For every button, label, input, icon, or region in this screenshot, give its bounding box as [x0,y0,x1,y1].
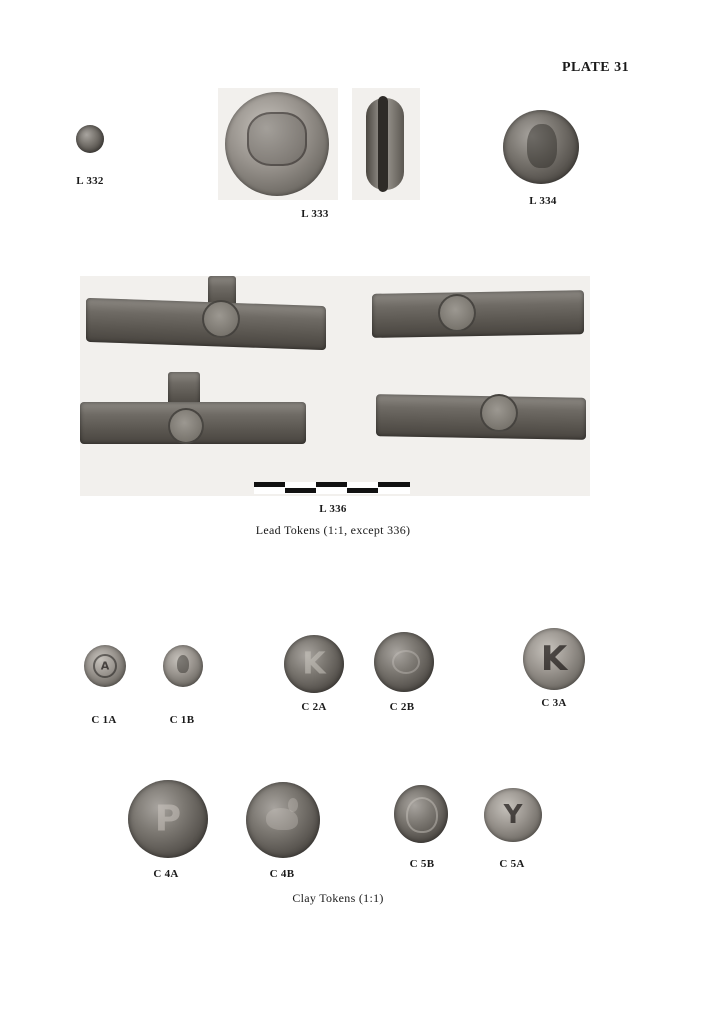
label-l334: L 334 [529,195,557,207]
token-c4b-photo [246,782,320,858]
token-c2b-photo [374,632,434,692]
scale-bar [254,482,410,494]
lead-tokens-caption: Lead Tokens (1:1, except 336) [255,523,411,537]
plate-number: PLATE 31 [562,60,630,75]
label-c5b: C 5B [409,858,435,870]
token-c5b-photo [394,785,448,843]
label-l332: L 332 [76,175,104,187]
token-c4a-photo: P [128,780,208,858]
label-c2b: C 2B [389,701,415,713]
token-c5a-photo: Y [484,788,542,842]
label-c1b: C 1B [169,714,195,726]
label-c2a: C 2A [301,701,327,713]
label-c4b: C 4B [269,868,295,880]
label-l336: L 336 [319,503,347,515]
token-c1b-photo [163,645,203,687]
token-l332-photo [76,125,104,153]
token-c3a-photo: K [523,628,585,690]
label-c3a: C 3A [541,697,567,709]
label-c4a: C 4A [153,868,179,880]
token-c2a-photo: K [284,635,344,693]
label-c5a: C 5A [499,858,525,870]
token-c1a-photo: A [84,645,126,687]
token-l336-photo [80,276,590,496]
label-l333: L 333 [301,208,329,220]
clay-tokens-caption: Clay Tokens (1:1) [292,891,384,905]
token-l334-photo [503,110,579,184]
token-l333-photo-front [218,88,338,200]
label-c1a: C 1A [91,714,117,726]
token-l333-photo-edge [352,88,420,200]
